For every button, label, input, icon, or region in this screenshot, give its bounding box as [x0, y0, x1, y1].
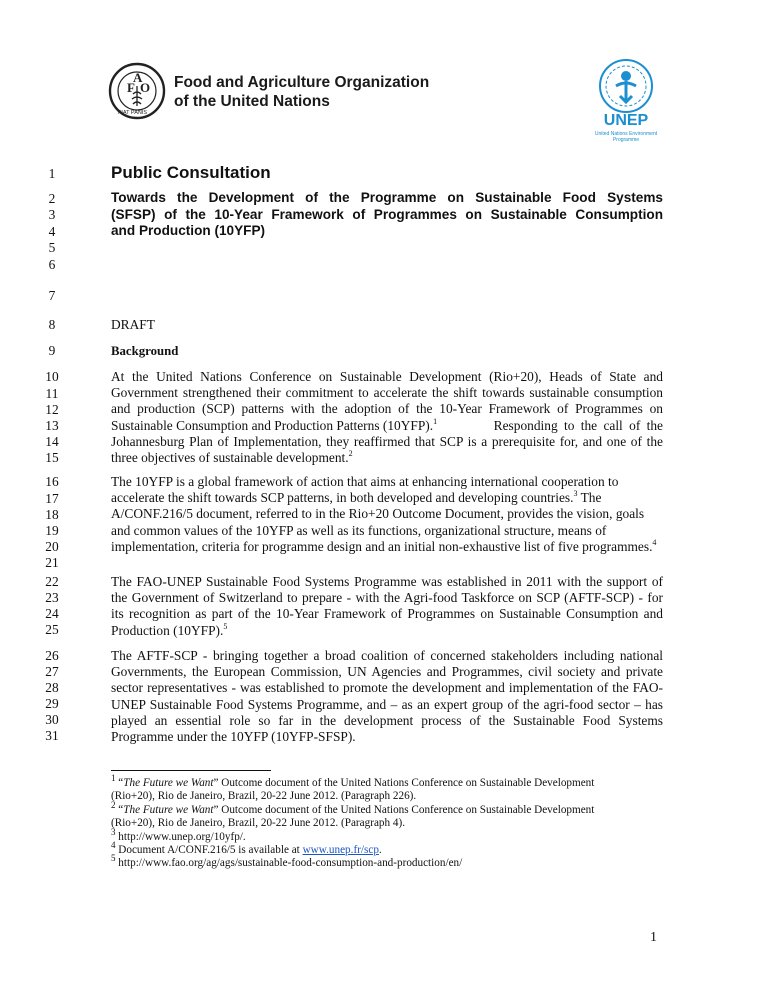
text-line: Programme under the 10YFP (10YFP-SFSP). — [111, 728, 356, 744]
page-title: Public Consultation — [111, 163, 271, 182]
footnote-5: $^5$ http://www.fao.org/ag/ags/sustainable-food-consumption-and-production/en/ — [111, 853, 463, 870]
line-number: 10 — [45, 369, 59, 384]
line-number: 2 — [48, 191, 56, 206]
subtitle-line: (SFSP) of the 10-Year Framework of Programmes on Sustainable Consumption — [111, 206, 663, 222]
text-line: accelerate the shift towards SCP patterns, in both developed and developing countries.$^3$ The — [111, 489, 602, 506]
fao-emblem-icon — [108, 62, 166, 120]
text-line: sector representatives - was established to promote the development and implementation of the FAO- — [111, 680, 663, 696]
text-line: The AFTF-SCP - bringing together a broad coalition of concerned stakeholders including national — [111, 648, 663, 663]
svg-text:FIAT PANIS: FIAT PANIS — [118, 110, 148, 116]
fao-logo — [108, 62, 430, 122]
line-number: 14 — [45, 434, 59, 449]
text-line: At the United Nations Conference on Sustainable Development (Rio+20), Heads of State and — [111, 369, 663, 384]
text-line: Johannesburg Plan of Implementation, they reaffirmed that SCP is a prerequisite for, and one of the — [111, 433, 663, 449]
line-number: 5 — [48, 240, 56, 255]
line-number: 24 — [45, 606, 59, 621]
footnote-separator — [111, 770, 271, 771]
line-number: 9 — [48, 343, 56, 358]
paragraph-2 — [111, 474, 663, 555]
draft-label: DRAFT — [111, 317, 155, 332]
footnote-mark: 5 — [223, 621, 228, 631]
document-subtitle — [111, 190, 663, 240]
line-number: 1 — [48, 166, 56, 181]
text-line: implementation, criteria for programme design and an initial non-exhaustive list of five programmes.$^4$ — [111, 537, 657, 554]
subtitle-line: and Production (10YFP) — [111, 223, 266, 239]
subtitle-line: Towards the Development of the Programme on Sustainable Food Systems — [111, 190, 663, 205]
line-number: 7 — [48, 288, 56, 303]
unep-subtitle: United Nations Environment Programme — [594, 131, 658, 143]
text-line: its recognition as part of the 10-Year Framework of Programmes on Sustainable Consumption and — [111, 606, 663, 622]
text-line: UNEP Sustainable Food Systems Programme, and – as an expert group of the agri-food sector – has — [111, 696, 663, 712]
line-number: 26 — [45, 648, 59, 663]
footnote-2-cont: (Rio+20), Rio de Janeiro, Brazil, 20-22 June 2012. (Paragraph 4). — [111, 817, 406, 830]
line-number: 12 — [45, 402, 59, 417]
unep-logo — [578, 52, 674, 148]
text-line: Sustainable Consumption and Production Patterns (10YFP).$^1$ Responding to the call of the — [111, 416, 663, 433]
line-number: 29 — [45, 696, 59, 711]
text-line: three objectives of sustainable development.$^2$ — [111, 448, 353, 465]
paragraph-1 — [111, 369, 663, 466]
footnote-mark: 2 — [348, 448, 353, 458]
background-heading: Background — [111, 344, 179, 358]
line-number: 28 — [45, 680, 59, 695]
text-line: and common values of the 10YFP as well as its functions, organizational structure, means of — [111, 522, 607, 538]
line-number: 16 — [45, 474, 59, 489]
line-number: 17 — [45, 491, 59, 506]
footnote-1-cont: (Rio+20), Rio de Janeiro, Brazil, 20-22 June 2012. (Paragraph 226). — [111, 790, 417, 803]
text-line: The FAO-UNEP Sustainable Food Systems Programme was established in 2011 with the support of — [111, 574, 663, 589]
paragraph-4 — [111, 648, 663, 745]
footnote-mark: 4 — [652, 537, 657, 547]
footnote-4: $^4$ Document A/CONF.216/5 is available at www.unep.fr/scp. — [111, 840, 382, 857]
text-line: Governments, the European Commission, UN Agencies and Programmes, civil society and private — [111, 664, 663, 680]
svg-text:A: A — [133, 70, 143, 85]
text-line: The 10YFP is a global framework of action that aims at enhancing international cooperation to — [111, 474, 619, 489]
svg-text:F: F — [127, 80, 135, 95]
footnote-3: $^3$ http://www.unep.org/10yfp/. — [111, 826, 246, 843]
line-number: 8 — [48, 317, 56, 332]
text-line: and production (SCP) patterns with the adoption of the 10-Year Framework of Programmes on — [111, 401, 663, 417]
line-number: 13 — [45, 418, 59, 433]
line-number: 15 — [45, 450, 59, 465]
line-number: 21 — [45, 555, 59, 570]
footnote-2: $^2$ “The Future we Want” Outcome document of the United Nations Conference on Sustainable Development — [111, 799, 595, 816]
text-line: A/CONF.216/5 document, referred to in the Rio+20 Outcome Document, provides the vision, goals — [111, 506, 645, 522]
footnote-1: $^1$ “The Future we Want” Outcome document of the United Nations Conference on Sustainable Development — [111, 773, 595, 789]
text-line: Production (10YFP).$^5$ — [111, 621, 228, 638]
unep-label: UNEP — [603, 112, 649, 129]
footnote-mark: 3 — [573, 489, 578, 499]
fao-name-line2: of the United Nations — [174, 93, 330, 110]
line-number: 19 — [45, 523, 59, 538]
unep-scp-link[interactable]: www.unep.fr/scp — [302, 844, 379, 857]
line-number: 30 — [45, 712, 59, 727]
svg-text:O: O — [140, 80, 151, 95]
text-line: played an essential role so far in the development process of the Sustainable Food Systems — [111, 712, 663, 728]
line-number: 20 — [45, 539, 59, 554]
line-number: 27 — [45, 664, 59, 679]
fao-name-line1: Food and Agriculture Organization — [174, 74, 430, 91]
footnotes — [111, 773, 671, 871]
paragraph-3 — [111, 574, 663, 639]
line-number: 4 — [48, 224, 56, 239]
line-number: 31 — [45, 728, 59, 743]
line-number: 22 — [45, 574, 59, 589]
line-number: 18 — [45, 507, 59, 522]
line-number: 3 — [48, 207, 56, 222]
text-line: Government strengthened their commitment to accelerate the shift towards sustainable consumption — [111, 385, 663, 401]
footnote-mark: 1 — [433, 416, 438, 426]
line-number: 25 — [45, 622, 59, 637]
line-number: 23 — [45, 590, 59, 605]
line-number: 6 — [48, 257, 56, 272]
page-number: 1 — [650, 930, 657, 945]
line-number: 11 — [45, 386, 59, 401]
text-line: the Government of Switzerland to prepare - with the Agri-food Taskforce on SCP (AFTF-SCP) - for — [111, 590, 663, 606]
